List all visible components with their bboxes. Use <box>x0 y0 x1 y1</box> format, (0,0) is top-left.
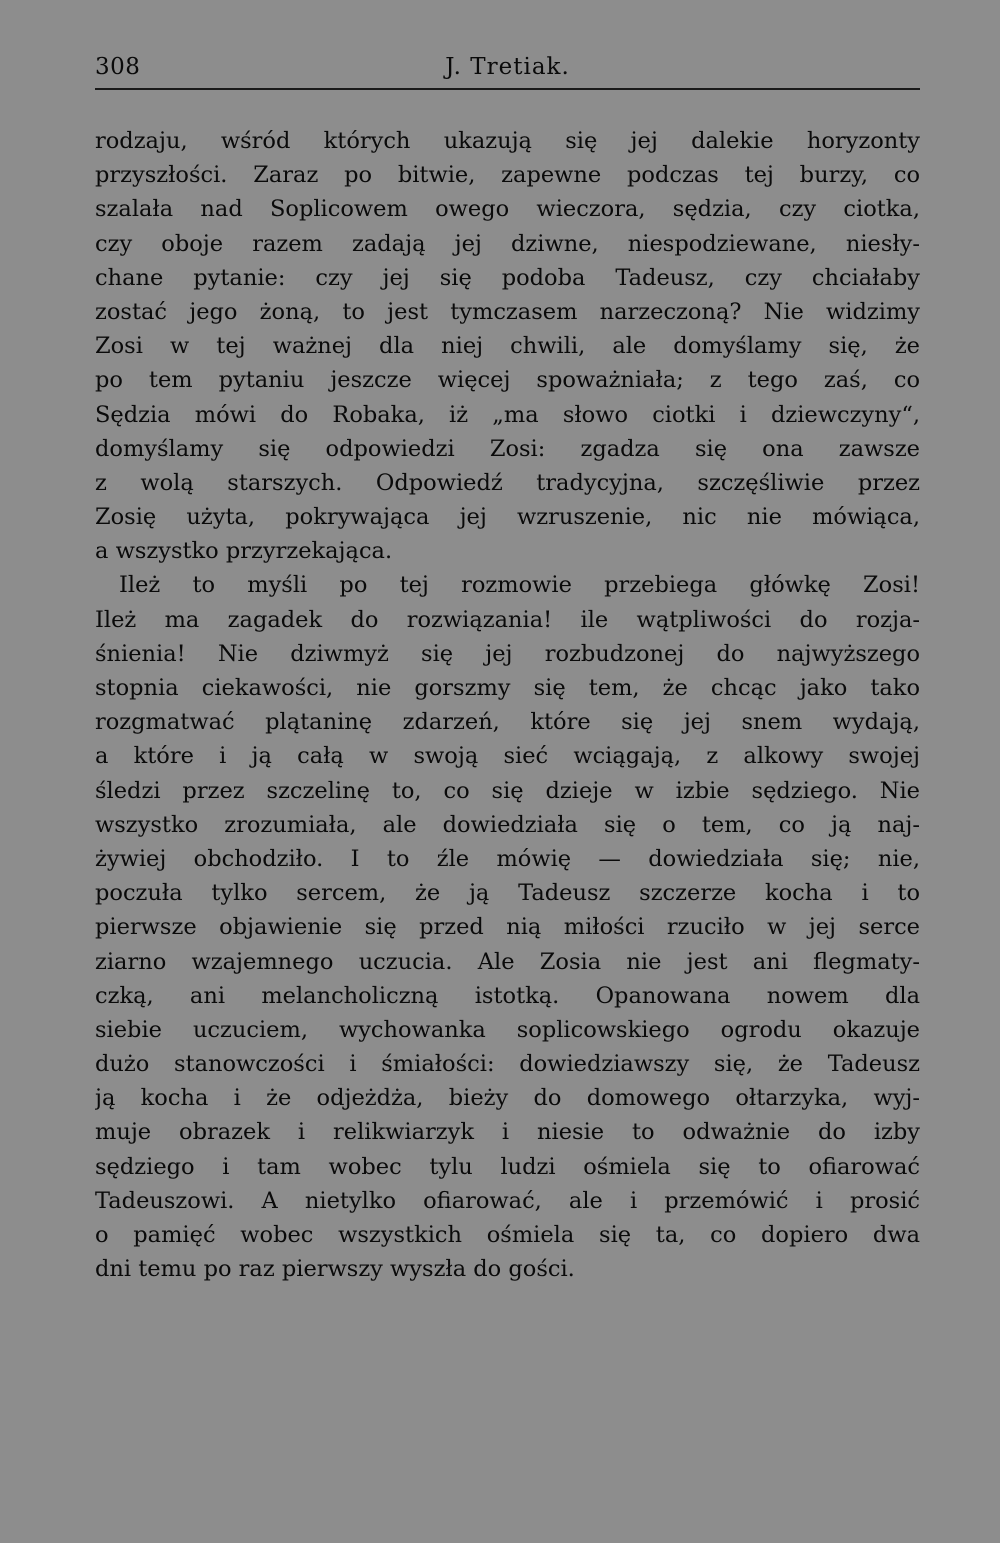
text-line: rozgmatwać plątaninę zdarzeń, które się jej snem wydają, <box>95 709 920 736</box>
text-line: sędziego i tam wobec tylu ludzi ośmiela się to ofiarować <box>95 1153 920 1180</box>
text-line: poczuła tylko sercem, że ją Tadeusz szczerze kocha i to <box>95 880 920 907</box>
paragraph <box>95 124 920 568</box>
text-line: dni temu po raz pierwszy wyszła do gości. <box>95 1256 575 1283</box>
text-line: muje obrazek i relikwiarzyk i niesie to odważnie do izby <box>95 1119 920 1146</box>
text-line: pierwsze objawienie się przed nią miłości rzuciło w jej serce <box>95 914 920 941</box>
text-line: Sędzia mówi do Robaka, iż „ma słowo ciotki i dziewczyny“, <box>95 401 920 428</box>
text-line: czy oboje razem zadają jej dziwne, niespodziewane, niesły- <box>95 230 920 257</box>
text-line: dużo stanowczości i śmiałości: dowiedziawszy się, że Tadeusz <box>95 1051 920 1078</box>
text-line: Zosię użyta, pokrywająca jej wzruszenie, nic nie mówiąca, <box>95 504 920 531</box>
text-line: ją kocha i że odjeżdża, bieży do domowego ołtarzyka, wyj- <box>95 1085 920 1112</box>
header-rule <box>95 88 920 90</box>
text-line: a wszystko przyrzekająca. <box>95 538 393 565</box>
text-line: a które i ją całą w swoją sieć wciągają, z alkowy swojej <box>95 743 920 770</box>
text-line: Ileż to myśli po tej rozmowie przebiega główkę Zosi! <box>119 572 920 599</box>
paragraph <box>95 568 920 1286</box>
running-head <box>95 52 920 88</box>
text-line: domyślamy się odpowiedzi Zosi: zgadza się ona zawsze <box>95 435 920 462</box>
text-line: ziarno wzajemnego uczucia. Ale Zosia nie jest ani flegmaty- <box>95 948 920 975</box>
text-line: stopnia ciekawości, nie gorszmy się tem, że chcąc jako tako <box>95 675 920 701</box>
text-line: o pamięć wobec wszystkich ośmiela się ta, co dopiero dwa <box>95 1222 920 1248</box>
text-line: szalała nad Soplicowem owego wieczora, sędzia, czy ciotka, <box>95 196 920 223</box>
page-number: 308 <box>95 54 141 80</box>
text-line: Ileż ma zagadek do rozwiązania! ile wątpliwości do rozja- <box>95 606 920 633</box>
running-title: J. Tretiak. <box>445 54 570 80</box>
text-line: śledzi przez szczelinę to, co się dzieje w izbie sędziego. Nie <box>95 777 920 804</box>
text-line: wszystko zrozumiała, ale dowiedziała się o tem, co ją naj- <box>95 811 920 838</box>
text-line: zostać jego żoną, to jest tymczasem narzeczoną? Nie widzimy <box>95 298 920 325</box>
text-line: czką, ani melancholiczną istotką. Opanowana nowem dla <box>95 982 920 1009</box>
text-line: przyszłości. Zaraz po bitwie, zapewne podczas tej burzy, co <box>95 162 920 189</box>
text-line: siebie uczuciem, wychowanka soplicowskiego ogrodu okazuje <box>95 1016 920 1043</box>
body-text <box>95 124 920 1286</box>
text-line: rodzaju, wśród których ukazują się jej dalekie horyzonty <box>95 128 920 154</box>
text-line: Zosi w tej ważnej dla niej chwili, ale domyślamy się, że <box>95 333 920 360</box>
text-line: śnienia! Nie dziwmyż się jej rozbudzonej do najwyższego <box>95 640 920 667</box>
text-line: chane pytanie: czy jej się podoba Tadeusz, czy chciałaby <box>95 264 920 291</box>
text-line: po tem pytaniu jeszcze więcej spoważniała; z tego zaś, co <box>95 367 920 394</box>
text-line: z wolą starszych. Odpowiedź tradycyjna, szczęśliwie przez <box>95 469 920 496</box>
text-line: żywiej obchodziło. I to źle mówię — dowiedziała się; nie, <box>95 845 920 872</box>
text-line: Tadeuszowi. A nietylko ofiarować, ale i przemówić i prosić <box>95 1187 920 1214</box>
